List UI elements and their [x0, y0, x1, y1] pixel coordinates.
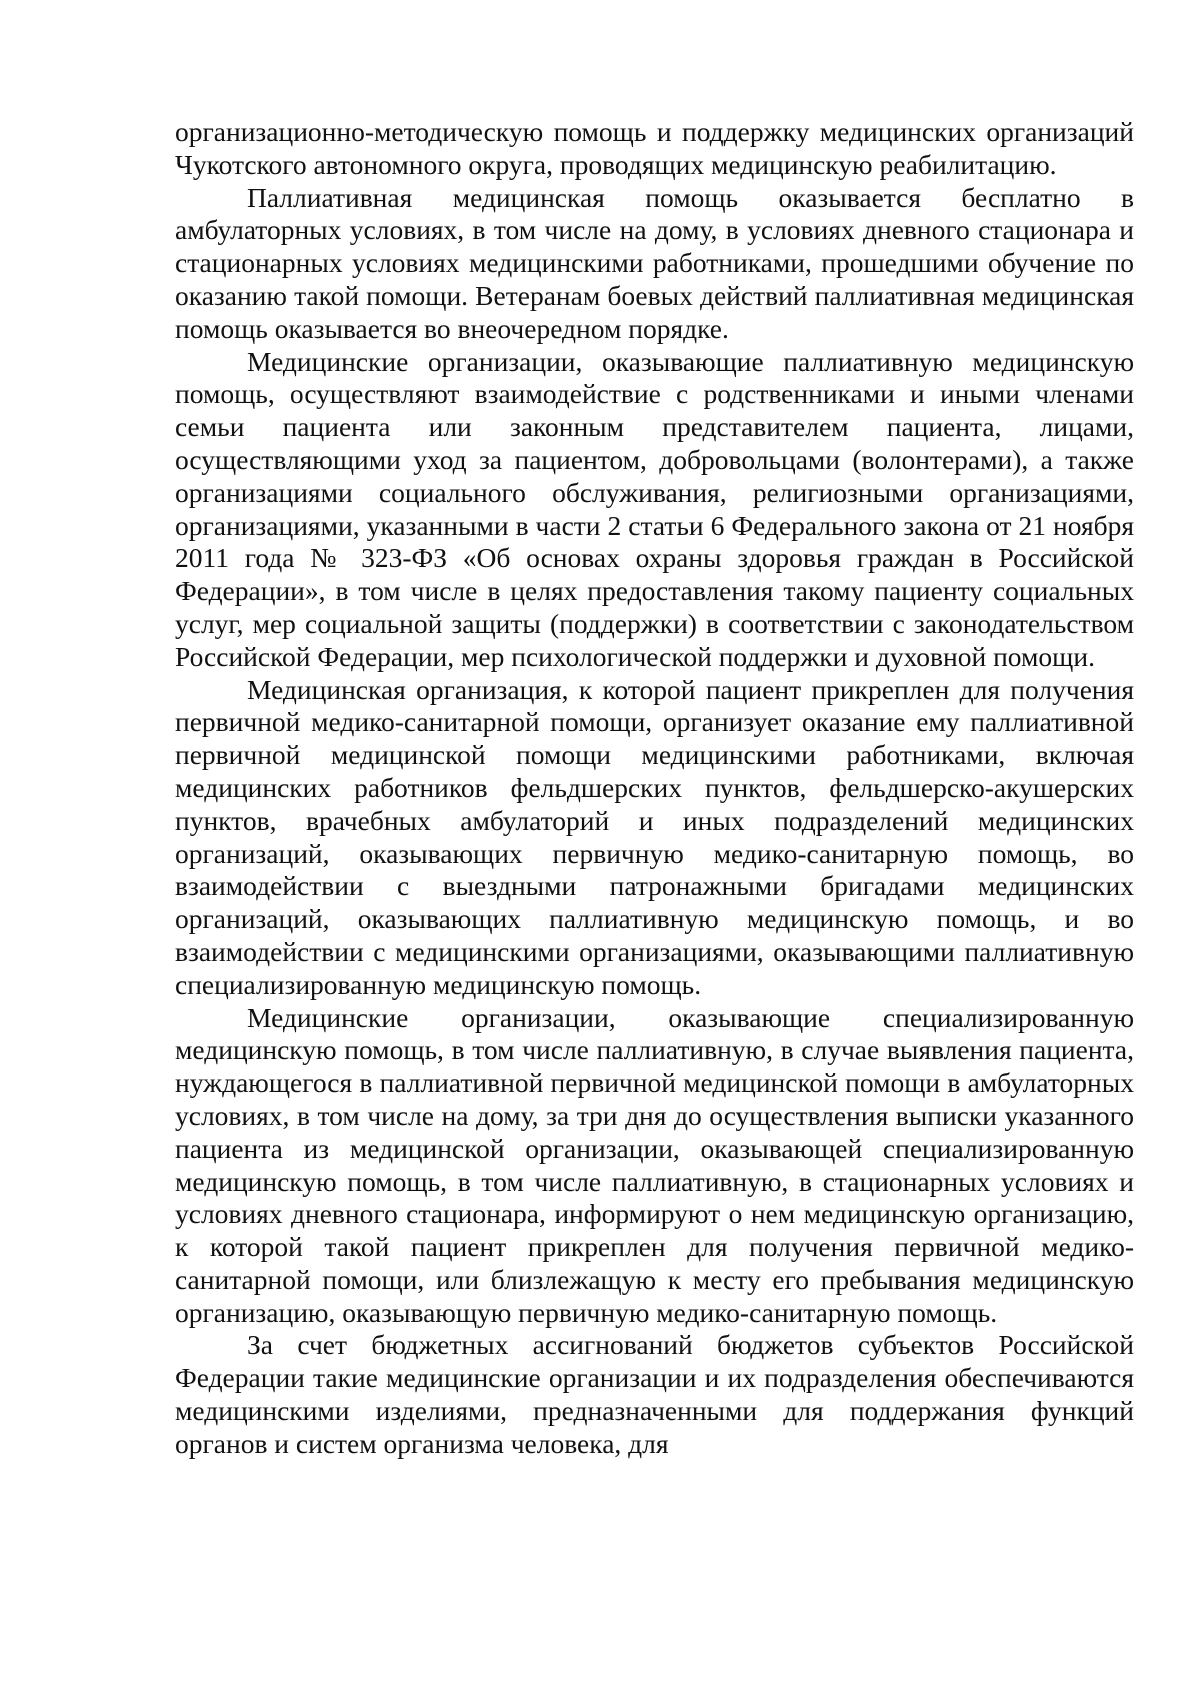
paragraph-specialized-care-informing: Медицинские организации, оказывающие специализированную медицинскую помощь, в том числе паллиативную, в случае выявления пациента, нуждающегося в паллиативной первичной медицинской помощи в амбулаторных условиях, в том числе на дому, за три дня до осуществления выписки указанного пациента из медицинской организации, оказывающей специализированную медицинскую помощь, в том числе паллиативную, в стационарных условиях и условиях дневного стационара, информируют о нем медицинскую организацию, к которой такой пациент прикреплен для получения первичной медико-санитарной помощи, или близлежащую к месту его пребывания медицинскую организацию, оказывающую первичную медико-санитарную помощь.: [175, 1001, 1134, 1328]
document-body: [175, 116, 1134, 1461]
paragraph-organizations-interaction: Медицинские организации, оказывающие паллиативную медицинскую помощь, осуществляют взаимодействие с родственниками и иными членами семьи пациента или законным представителем пациента, лицами, осуществляющими уход за пациентом, добровольцами (волонтерами), а также организациями социального обслуживания, религиозными организациями, организациями, указанными в части 2 статьи 6 Федерального закона от 21 ноября 2011 года № 323-ФЗ «Об основах охраны здоровья граждан в Российской Федерации», в том числе в целях предоставления такому пациенту социальных услуг, мер социальной защиты (поддержки) в соответствии с законодательством Российской Федерации, мер психологической поддержки и духовной помощи.: [175, 345, 1134, 672]
paragraph-palliative-care-free: Паллиативная медицинская помощь оказывается бесплатно в амбулаторных условиях, в том числе на дому, в условиях дневного стационара и стационарных условиях медицинскими работниками, прошедшими обучение по оказанию такой помощи. Ветеранам боевых действий паллиативная медицинская помощь оказывается во внеочередном порядке.: [175, 181, 1134, 344]
paragraph-continuation: организационно-методическую помощь и поддержку медицинских организаций Чукотского автономного округа, проводящих медицинскую реабилитацию.: [175, 116, 1134, 180]
paragraph-budget-funding: За счет бюджетных ассигнований бюджетов субъектов Российской Федерации такие медицинские организации и их подразделения обеспечиваются медицинскими изделиями, предназначенными для поддержания функций органов и систем организма человека, для: [175, 1329, 1134, 1459]
paragraph-primary-care-organization: Медицинская организация, к которой пациент прикреплен для получения первичной медико-санитарной помощи, организует оказание ему паллиативной первичной медицинской помощи медицинскими работниками, включая медицинских работников фельдшерских пунктов, фельдшерско-акушерских пунктов, врачебных амбулаторий и иных подразделений медицинских организаций, оказывающих первичную медико-санитарную помощь, во взаимодействии с выездными патронажными бригадами медицинских организаций, оказывающих паллиативную медицинскую помощь, и во взаимодействии с медицинскими организациями, оказывающими паллиативную специализированную медицинскую помощь.: [175, 673, 1134, 1000]
